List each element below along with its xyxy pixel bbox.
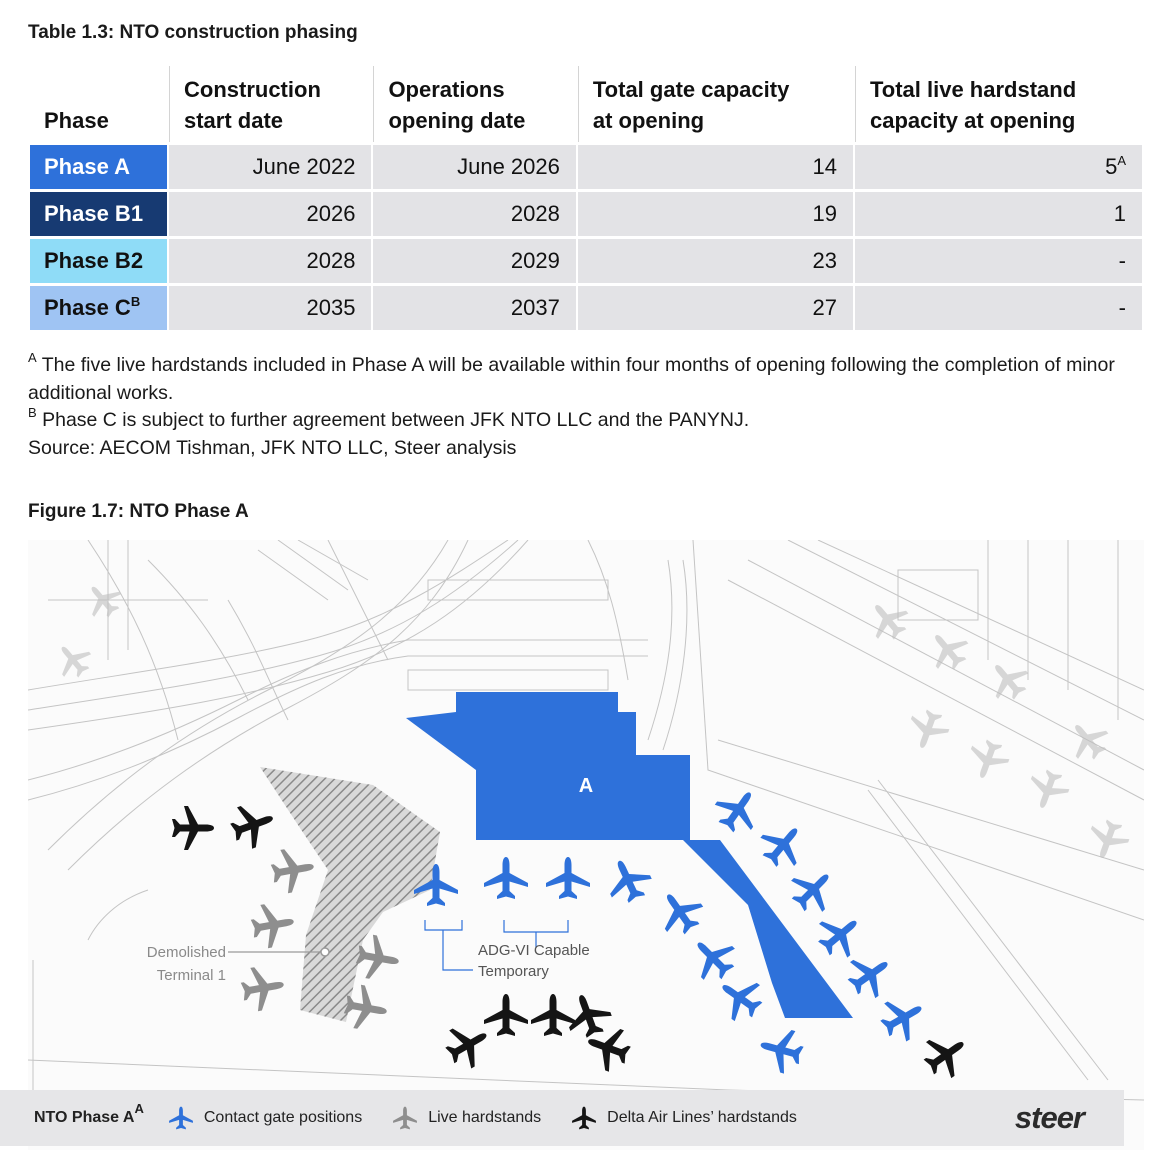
source-note: Source: AECOM Tishman, JFK NTO LLC, Steer analysis	[28, 436, 517, 459]
aircraft-stand-icon	[683, 928, 744, 989]
aircraft-stand-icon	[599, 852, 657, 909]
aircraft-stand-icon	[484, 994, 528, 1036]
aircraft-stand-icon	[226, 797, 281, 853]
aircraft-stand-icon	[753, 815, 814, 875]
hardstand-capacity-cell: -	[855, 239, 1142, 283]
start-date-cell: June 2022	[169, 145, 371, 189]
legend-live-label: Live hardstands	[428, 1109, 542, 1126]
aircraft-stand-icon	[484, 857, 528, 899]
phase-a-terminal	[406, 692, 853, 1018]
hardstand-capacity-cell: -	[855, 286, 1142, 330]
note-a: $^A$ The five live hardstands included in Phase A will be available within four months of opening following the completion of minor additional works.	[28, 350, 1115, 404]
legend-delta	[571, 1105, 797, 1131]
opening-date-cell: 2029	[373, 239, 575, 283]
steer-logo: steer	[1014, 1100, 1084, 1135]
phase-cell: Phase $C^B$	[30, 286, 167, 330]
header-gate-capacity: Total gate capacity at opening	[578, 66, 853, 142]
adg-label-line2: Temporary	[478, 963, 549, 980]
contact-gate-plane-icon	[168, 1105, 194, 1131]
legend-contact	[168, 1105, 362, 1131]
legend-delta-label: Delta Air Lines’ hardstands	[607, 1109, 797, 1126]
demolished-label-line1: Demolished	[146, 944, 226, 961]
live-hardstand-plane-icon	[392, 1105, 418, 1131]
site-plan-drawing	[28, 540, 1144, 1150]
aircraft-stand-icon	[560, 988, 616, 1043]
header-start-date: Construction start date	[169, 66, 371, 142]
aircraft-stand-icon	[531, 994, 575, 1036]
table-caption: Table 1.3: NTO construction phasing	[28, 22, 358, 43]
terminal-label: A	[578, 775, 594, 797]
demolished-leader-dot	[321, 948, 329, 956]
table-notes	[28, 352, 1138, 462]
phase-cell: Phase B2	[30, 239, 167, 283]
map-legend	[0, 1090, 1124, 1146]
aircraft-stand-icon	[238, 963, 287, 1014]
opening-date-cell: 2037	[373, 286, 575, 330]
opening-date-cell: June 2026	[373, 145, 575, 189]
aircraft-stand-icon	[710, 968, 770, 1028]
aircraft-stand-icon	[916, 1025, 976, 1085]
header-opening-date: Operations opening date	[373, 66, 575, 142]
legend-live	[392, 1105, 541, 1131]
start-date-cell: 2035	[169, 286, 371, 330]
legend-title: NTO Phase $A^A$	[34, 1101, 144, 1126]
opening-date-cell: 2028	[373, 192, 575, 236]
header-phase: Phase	[44, 108, 109, 133]
table-row	[30, 192, 1142, 236]
start-date-cell: 2026	[169, 192, 371, 236]
gate-capacity-cell: 27	[578, 286, 853, 330]
header-hardstand-capacity: Total live hardstand capacity at opening	[855, 66, 1142, 142]
aircraft-stand-icon	[755, 1023, 807, 1076]
table-header-row	[30, 66, 1142, 142]
aircraft-stand-icon	[248, 900, 297, 951]
aircraft-stand-icon	[874, 988, 932, 1047]
table-row	[30, 239, 1142, 283]
gate-capacity-cell: 14	[578, 145, 853, 189]
figure-caption: Figure 1.7: NTO Phase A	[28, 501, 249, 522]
aircraft-stand-icon	[172, 806, 214, 850]
note-b: $^B$ Phase C is subject to further agreement between JFK NTO LLC and the PANYNJ.	[28, 405, 750, 431]
aircraft-stand-icon	[268, 845, 317, 896]
hardstand-capacity-cell: $5^A$	[855, 145, 1142, 189]
delta-hardstand-plane-icon	[571, 1105, 597, 1131]
aircraft-stand-icon	[708, 780, 768, 840]
demolished-terminal-1	[260, 767, 440, 1022]
aircraft-stand-icon	[439, 1015, 497, 1074]
aircraft-stand-icon	[650, 882, 710, 942]
aircraft-stand-icon	[783, 860, 844, 921]
legend-contact-label: Contact gate positions	[203, 1109, 363, 1126]
table-row	[30, 286, 1142, 330]
demolished-label-line2: Terminal 1	[156, 967, 226, 984]
gate-capacity-cell: 19	[578, 192, 853, 236]
phase-a-map	[28, 540, 1144, 1150]
phasing-table	[28, 63, 1144, 333]
phase-cell: Phase A	[30, 145, 167, 189]
aircraft-stand-icon	[810, 905, 870, 966]
aircraft-stand-icon	[546, 857, 590, 899]
phase-cell: Phase B1	[30, 192, 167, 236]
aircraft-stand-icon	[581, 1020, 636, 1076]
hardstand-capacity-cell: 1	[855, 192, 1142, 236]
gate-capacity-cell: 23	[578, 239, 853, 283]
table-row	[30, 145, 1142, 189]
adg-label-line1: ADG-VI Capable	[478, 942, 590, 959]
start-date-cell: 2028	[169, 239, 371, 283]
